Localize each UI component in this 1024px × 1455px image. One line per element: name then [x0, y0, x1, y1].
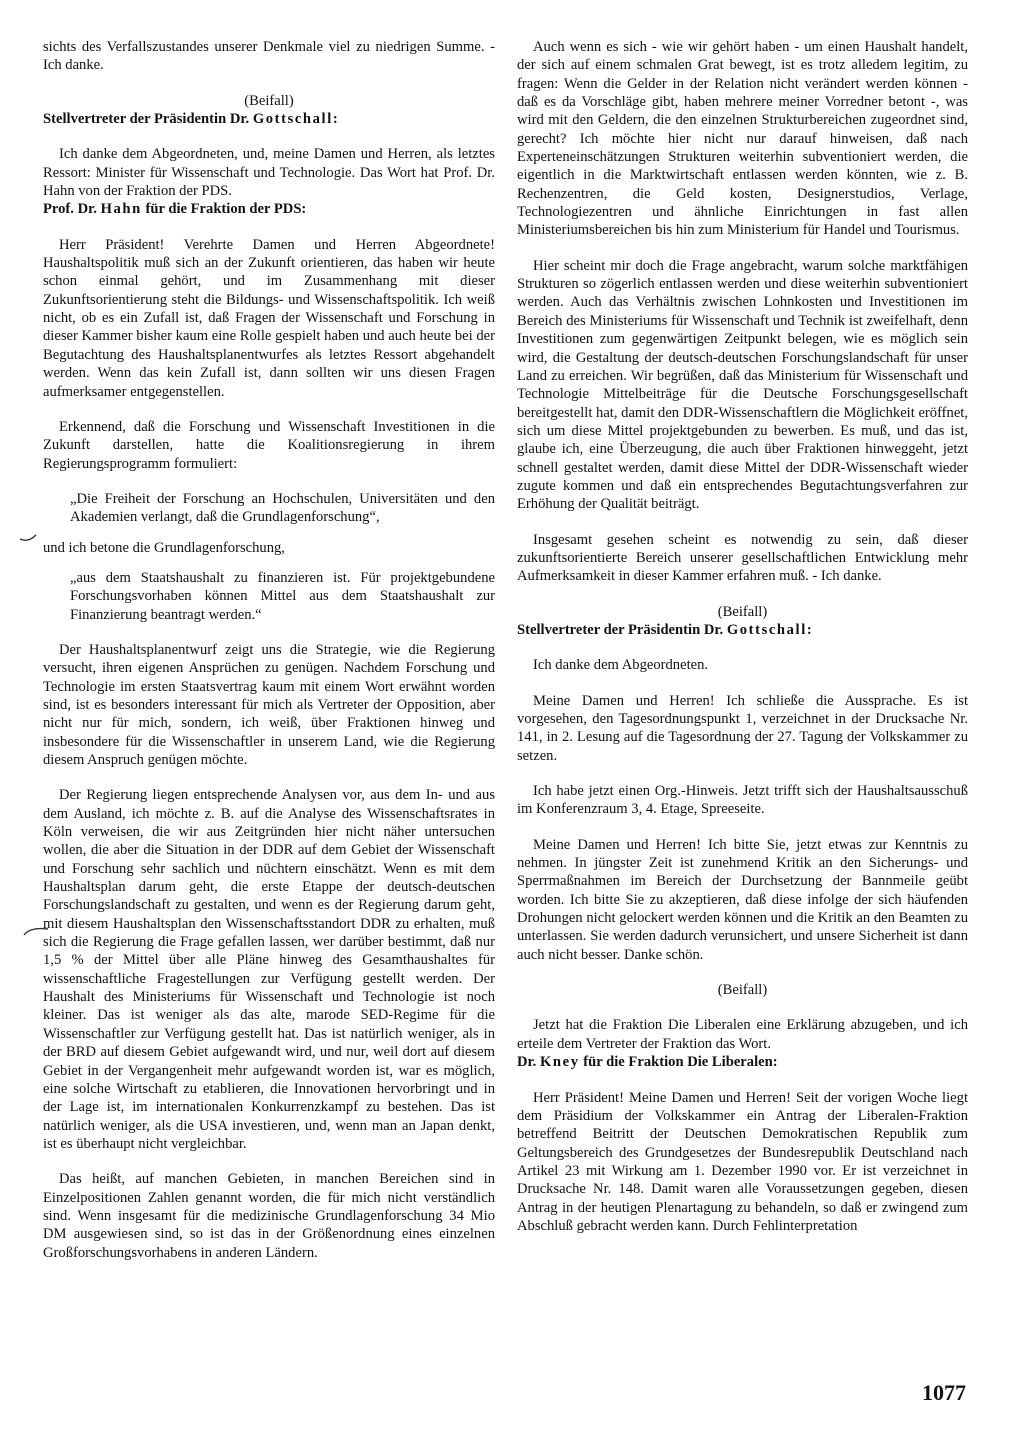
paragraph: Ich danke dem Abgeordneten.: [533, 657, 709, 674]
paragraph: Erkennend, daß die Forschung und Wissenschaft Investitionen in die Zukunft darstellen, hatte die Koalitionsregierung in ihrem Regierungsprogramm formuliert:: [43, 418, 495, 472]
speaker-name: Gottschall: [252, 111, 333, 128]
paragraph: sichts des Verfallszustandes unserer Denkmale viel zu niedrigen Summe. - Ich danke.: [43, 39, 495, 74]
speaker-name: Kney: [539, 1054, 580, 1071]
paragraph: Jetzt hat die Fraktion Die Liberalen eine Erklärung abzugeben, und ich erteile dem Vertreter der Fraktion das Wort.: [517, 1017, 968, 1052]
speaker-heading: Prof. Dr. Hahn für die Fraktion der PDS:: [43, 201, 307, 218]
paragraph: Der Regierung liegen entsprechende Analysen vor, aus dem In- und aus dem Ausland, ich möchte z. B. auf die Analyse des Wissenschaftsrates in Köln verweisen, die wir aus Zeitgründen hier nicht näher untersuchen wollen, die aber die Situation in der DDR auf dem Gebiet der Wissenschaft und Forschung sehr sachlich und nüchtern einschätzt. Wenn es mit dem Haushaltsplan darum geht, die erste Etappe der deutsch-deutschen Forschungslandschaft zu gestalten, und wenn es der Regierung darum geht, mit diesem Haushaltsplan den Wissenschaftsstandort DDR zu erhalten, muß sich die Regierung die Frage gefallen lassen, wer darüber bestimmt, daß nur 1,5 % der Mittel über alle Pläne hinweg des Gesamthaushaltes für wissenschaftliche Fragestellungen zur Verfügung gestellt werden. Der Haushalt des Ministeriums für Wissenschaft und Technologie ist noch kleiner. Das ist weniger als das alte, marode SED-Regime für die Wissenschaftler zur Verfügung gestellt hat. Das ist natürlich weniger, als in der BRD auf diesem Gebiet aufgewandt wird, und nur, weil dort auf diesem Gebiet in der Vergangenheit mehr aufgewandt worden ist, war es möglich, eine solche Wirtschaft zu etablieren, die Innovationen hervorbringt und in der Lage ist, im internationalen Konkurrenzkampf zu bestehen. Das ist natürlich weniger, als die USA investieren, und, wenn man an Japan denkt, ist es überhaupt nicht vergleichbar.: [43, 787, 495, 1152]
applause-note: (Beifall): [717, 982, 768, 999]
speaker-name: Gottschall: [726, 621, 807, 638]
paragraph: Das heißt, auf manchen Gebieten, in manchen Bereichen sind in Einzelpositionen Zahlen genannt worden, die für mich nicht verständlich sind. Wenn insgesamt für die medizinische Grundlagenforschung 34 Mio DM ausgewiesen sind, so ist das in der Größenordnung eines einzelnen Großforschungsvorhabens in anderen Ländern.: [43, 1171, 495, 1261]
page-number: 1077: [922, 1380, 966, 1405]
speaker-heading: Stellvertreter der Präsidentin Dr. Gottschall:: [43, 111, 338, 128]
paragraph: Ich danke dem Abgeordneten, und, meine Damen und Herren, als letztes Ressort: Minister für Wissenschaft und Technologie. Das Wort hat Prof. Dr. Hahn von der Fraktion der PDS.: [43, 146, 495, 200]
applause-note: (Beifall): [717, 603, 768, 620]
left-column: [43, 38, 495, 1262]
quote: „Die Freiheit der Forschung an Hochschulen, Universitäten und den Akademien verlangt, daß die Grundlagenforschung“,: [70, 490, 495, 526]
paragraph: Ich habe jetzt einen Org.-Hinweis. Jetzt trifft sich der Haushaltsausschuß im Konferenzraum 3, 4. Etage, Spreeseite.: [517, 783, 968, 818]
quote: „aus dem Staatshaushalt zu finanzieren ist. Für projektgebundene Forschungsvorhaben können Mittel aus dem Staatshaushalt zur Finanzierung beantragt werden.“: [70, 569, 495, 623]
paragraph: Herr Präsident! Verehrte Damen und Herren Abgeordnete! Haushaltspolitik muß sich an der Zukunft orientieren, das haben wir heute schon einmal gehört, und im Zusammenhang mit dieser Zukunftsorientierung steht die Bildungs- und Wissenschaftspolitik. Ich weiß nicht, ob es ein Zufall ist, daß Fragen der Wissenschaft und Forschung in dieser Kammer bisher kaum eine Rolle gespielt haben und auch heute bei der Begutachtung des Haushaltsplanentwurfes als letztes Ressort abgehandelt werden. Wenn das kein Zufall ist, dann sollten wir uns diesen Fragen aufmerksamer entgegenstellen.: [43, 236, 495, 400]
speaker-heading: Dr. Kney für die Fraktion Die Liberalen:: [517, 1054, 778, 1071]
speaker-heading: Stellvertreter der Präsidentin Dr. Gottschall:: [517, 621, 812, 638]
paragraph: Meine Damen und Herren! Ich bitte Sie, jetzt etwas zur Kenntnis zu nehmen. In jüngster Zeit ist zunehmend Kritik an den Sicherungs- und Sperrmaßnahmen im Bereich der Durchsetzung der Bannmeile geübt worden. Ich bitte Sie zu akzeptieren, daß diese infolge der sich häufenden Drohungen nicht gelockert werden können und die Kritik an den Beamten zu unterlassen. Sie werden dadurch verunsichert, und unsere Sicherheit ist dann auch nicht besser. Danke schön.: [517, 836, 968, 963]
pen-mark-icon: [18, 527, 48, 547]
paragraph: Meine Damen und Herren! Ich schließe die Aussprache. Es ist vorgesehen, den Tagesordnungspunkt 1, verzeichnet in der Drucksache Nr. 141, in 2. Lesung auf die Tagesordnung der 27. Tagung der Volkskammer zu setzen.: [517, 692, 968, 764]
paragraph: Herr Präsident! Meine Damen und Herren! Seit der vorigen Woche liegt dem Präsidium der Volkskammer ein Antrag der Liberalen-Fraktion betreffend Beitritt der Deutschen Demokratischen Republik zum Geltungsbereich des Grundgesetzes der Bundesrepublik Deutschland nach Artikel 23 mit Wirkung am 1. Dezember 1990 vor. Er ist verzeichnet in Drucksache Nr. 148. Damit waren alle Voraussetzungen gegeben, diesen Antrag in der heutigen Plenartagung zu behandeln, so daß er zwingend zum Abschluß gebracht werden kann. Durch Fehlinterpretation: [517, 1089, 968, 1234]
paragraph: Hier scheint mir doch die Frage angebracht, warum solche marktfähigen Strukturen so zögerlich entlassen werden und diese weiterhin subventioniert werden. Auch das Verhältnis zwischen Lohnkosten und Investitionen im Bereich des Ministeriums für Wissenschaft und Technik ist zweifelhaft, denn Investitionen zum gegenwärtigen Zeitpunkt belegen, wie es möglich sein wird, die Gestaltung der deutsch-deutschen Forschungslandschaft für unser Land zu erreichen. Wir begrüßen, daß das Ministerium für Wissenschaft und Technologie Mittelbeiträge für die Deutsche Forschungsgesellschaft bereitgestellt hat, damit den DDR-Wissenschaftlern die Möglichkeit eröffnet, sich um diese Mittel projektgebunden zu bewerben. Es muß, und das ist, glaube ich, eine Überzeugung, die auch über Fraktionen hinweggeht, jetzt schnell gestaltet werden, damit diese Mittel der DDR-Wissenschaft wieder zugute kommen und daß ein entsprechendes Begutachtungsverfahren zur Erhöhung der Qualität beiträgt.: [517, 257, 969, 513]
applause-note: (Beifall): [244, 92, 294, 109]
paragraph: Der Haushaltsplanentwurf zeigt uns die Strategie, wie die Regierung versucht, ihren eigenen Ansprüchen zu genügen. Nachdem Forschung und Technologie im ersten Staatsvertrag kaum mit einem Wort erwähnt worden sind, ist es besonders interessant für mich als Vertreter der Opposition, aber nicht nur für mich, sondern, ich weiß, über Fraktionen hinweg und insbesondere für die Wissenschaftler in unserem Land, wie die Regierung diesem Anspruch genügen möchte.: [43, 641, 495, 768]
right-column: [517, 38, 968, 1235]
paragraph: Auch wenn es sich - wie wir gehört haben - um einen Haushalt handelt, der sich auf einem schmalen Grat bewegt, ist es trotz alledem legitim, zu fragen: Wenn die Gelder in der Relation nicht verändert werden können - daß es da Vorschläge gibt, haben mehrere meiner Vorredner betont -, was wird mit den Geldern, die den einzelnen Strukturbereichen zugeordnet sind, gerecht? Ich möchte hier nicht nur darauf hinweisen, daß nach Experteneinschätzungen Strukturen weiterhin subventioniert werden, die eigentlich in die Marktwirtschaft entlassen werden könnten, wie z. B. Rechenzentren, die Geld kosten, Designerstudios, Verlage, Technologiezentren und ähnliche Einrichtungen in fast allen Ministeriumsbereichen bis hin zum Ministerium für Handel und Tourismus.: [517, 39, 968, 239]
paragraph: Insgesamt gesehen scheint es notwendig zu sein, daß dieser zukunftsorientierte Bereich unserer gesellschaftlichen Entwicklung mehr Aufmerksamkeit in dieser Kammer erfahren muß. - Ich danke.: [517, 531, 968, 585]
speaker-name: Hahn: [100, 201, 142, 218]
pen-mark-icon: [22, 921, 52, 941]
paragraph: und ich betone die Grundlagenforschung,: [43, 539, 285, 556]
